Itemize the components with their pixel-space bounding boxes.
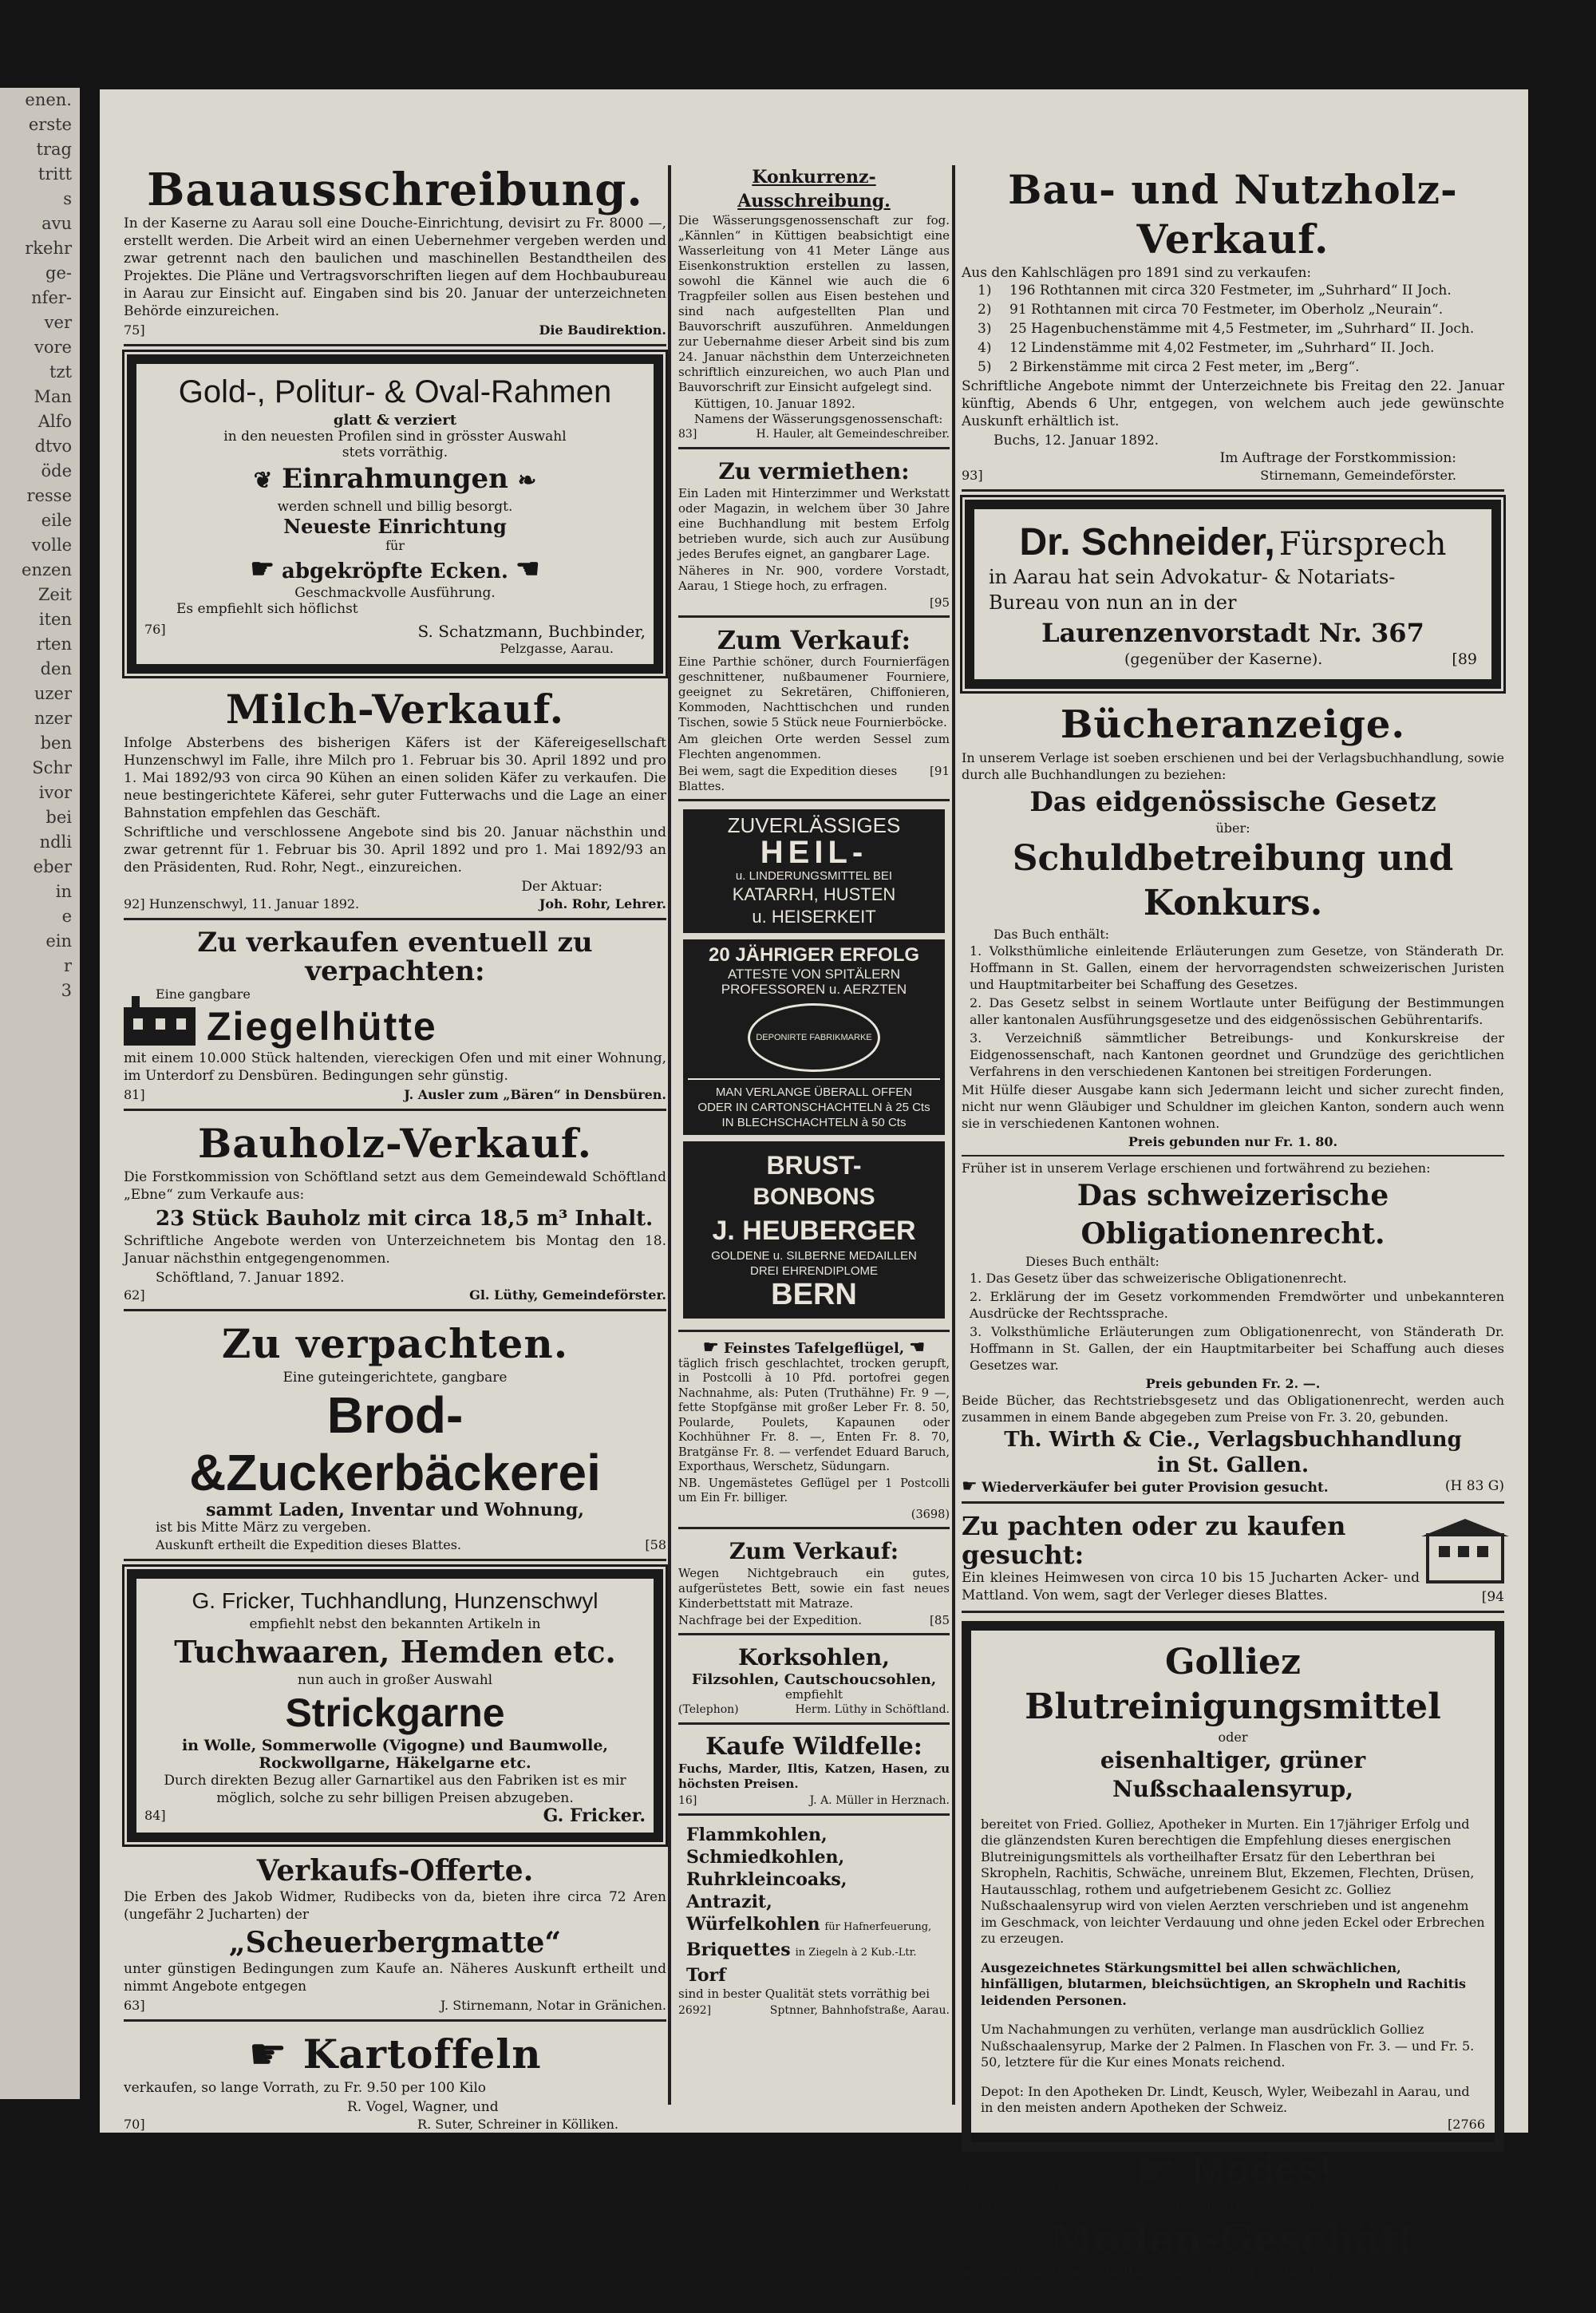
margin-fragment: tzt — [49, 362, 72, 382]
ad-body: Schriftliche Angebote werden von Unterzeichnetem bis Montag den 18. Januar nächsthin entgegengenommen. — [124, 1233, 666, 1267]
list-item-label: 2 Birkenstämme mit circa 2 Fest meter, im „Berg“. — [1009, 359, 1360, 375]
list-item-label: Würfelkohlen — [686, 1914, 820, 1935]
ad-body: Ein Laden mit Hinterzimmer und Werkstatt oder Magazin, in welchem über 30 Jahre eine Buchhandlung mit bestem Erfolg betrieben wurde, sich auch zur Ausübung jedes Berufes eignet, an gangbarer Lage. — [678, 486, 950, 561]
margin-fragment: Alfo — [38, 412, 72, 431]
margin-fragment: enzen — [22, 560, 72, 579]
ad-title: Bücheranzeige. — [1060, 702, 1406, 747]
heil-text: ZUVERLÄSSIGES — [727, 813, 901, 837]
ad-signature: Herm. Lüthy in Schöftland. — [795, 1703, 950, 1716]
margin-fragment: r — [63, 956, 72, 975]
ad-title: Zu vermiethen: — [718, 458, 910, 484]
ad-modes — [962, 2142, 1504, 2305]
ad-body: Schriftliche und verschlossene Angebote sind bis 20. Januar nächsthin und zwar getrennt für 1. Februar bis 30. April 1892 und pro 1. Mai 1892/93 an den Präsidenten, Rud. Rohr, Negt., einzureichen. — [124, 824, 666, 876]
ad-title: Korksohlen, — [738, 1644, 890, 1670]
ad-number: [56 — [1483, 2283, 1504, 2299]
ad-buecheranzeige — [962, 700, 1504, 1504]
ad-text: Gefl. frankirte Offerten befördert die Expedition dieses Blattes. — [962, 2283, 1373, 2299]
ad-body: In der Kaserne zu Aarau soll eine Douche-Einrichtung, devisirt zu Fr. 8000 —, erstellt werden. Die Arbeit wird an einen Uebernehmer vergeben werden und zwar getrennt nach den baulichen und maschinellen Bestandtheilen des Projektes. Die Pläne und Vertragsvorschriften liegen auf dem Hochbaubureau in Aarau zur Einsicht auf. Eingaben sind bis 20. Januar der unterzeichneten Behörde einzureichen. — [124, 215, 666, 319]
list-item — [686, 1913, 950, 1939]
ad-title: Zum Verkauf: — [717, 625, 911, 655]
book-contents-list — [962, 943, 1504, 1080]
margin-fragment: enen. — [25, 90, 72, 109]
list-item-number: 2) — [978, 302, 992, 318]
ad-baeckerei — [124, 1319, 666, 1561]
list-item-label: Schmiedkohlen, — [686, 1847, 845, 1868]
ad-subtitle: sammt Laden, Inventar und Wohnung, — [206, 1500, 584, 1520]
ad-number: (3698) — [911, 1508, 950, 1521]
heil-text: u. HEISERKEIT — [752, 907, 876, 927]
pointing-hand-icon: ☚ — [909, 1337, 926, 1358]
margin-fragment: uzer — [34, 684, 72, 703]
book-title: Das schweizerische Obligationenrecht. — [1077, 1179, 1389, 1251]
pointing-hand-icon: ☛ — [702, 1337, 719, 1358]
margin-fragment: ben — [40, 733, 72, 753]
list-item: 3. Verzeichniß sämmtlicher Betreibungs- und Konkurskreise der Eidgenossenschaft, nach Kantonen geordnet und Grundzüge des gerichtlichen Verfahrens in den verschiedenen Kantonen bei streitigen Forderungen. — [970, 1030, 1504, 1079]
ad-rahmen — [127, 354, 663, 674]
list-item-label: Briquettes — [686, 1939, 791, 1960]
ad-tafelgefluegel — [678, 1337, 950, 1529]
ad-text: für — [385, 538, 405, 553]
ad-number: 2692] — [678, 2004, 712, 2017]
ad-signature: Joh. Rohr, Lehrer. — [539, 896, 666, 911]
ad-title: Bau- und Nutzholz-Verkauf. — [1008, 166, 1458, 263]
ad-body: In unserem Verlage ist soeben erschienen und bei der Verlagsbuchhandlung, sowie durch alle Buchhandlungen zu beziehen: — [962, 750, 1504, 782]
ad-kohlen — [678, 1824, 950, 2023]
ad-body: Die Wässerungsgenossenschaft zur fog. „Kännlen“ in Küttigen beabsichtigt eine Wasserleitung von 41 Meter Länge aus Eisenkonstruktion erstellen zu lassen, sowohl die Kännel wie auch die 6 Tragpfeiler sollen aus Eisen bestehen und sind nach aufgestellten Plan und Bauvorschrift auszuführen. Anmeldungen zur Uebernahme dieser Arbeit sind bis zum 24. Januar nächsthin dem Unterzeichneten schriftlich einzureichen, wo auch Plan und Bauvorschrift zur Einsicht aufgelegt sind. — [678, 213, 950, 394]
heil-text: MAN VERLANGE ÜBERALL OFFEN — [715, 1085, 913, 1099]
ad-body: In einer Hauptstadt der deutschen Schweiz ist ein seit 12 Jahren mit bester Kundsame und ausgezeichnet gutem Erfolg betriebenes — [962, 2180, 1504, 2213]
ad-body: Infolge Absterbens des bisherigen Käfers ist der Käfereigesellschaft Hunzenschwyl im Falle, ihre Milch pro 1. Februar bis 30. April 1892 und pro 1. Mai 1892/93 von circa 90 Kühen an einen soliden Käfer zu verkaufen. Die neue bestingerichtete Käferei, sehr guter Futterwachs und die Lage an einer Bahnstation empfehlen das Geschäft. — [124, 735, 666, 821]
margin-fragment: trag — [36, 140, 72, 159]
list-item — [686, 1846, 950, 1868]
ad-body: Näheres in Nr. 900, vordere Vorstadt, Aarau, 1 Stiege hoch, zu erfragen. — [678, 563, 950, 593]
ad-text: Wiederverkäufer bei guter Provision gesucht. — [982, 1480, 1329, 1496]
ad-headline: abgekröpfte Ecken. — [282, 559, 508, 583]
previous-page-margin — [0, 88, 80, 2099]
list-item — [686, 1939, 950, 1964]
list-item — [686, 1891, 950, 1913]
ad-text: Depot: In den Apotheken Dr. Lindt, Keusch, Wyler, Weibezahl in Aarau, und in den meisten andern Apotheken der Schweiz. — [981, 2083, 1470, 2115]
ad-body: wegen Familienverhältnissen sofort zu verkaufen. — [962, 2264, 1341, 2280]
ad-text: Der Aktuar: — [521, 879, 602, 895]
ad-title: Zu pachten oder zu kaufen gesucht: — [962, 1511, 1346, 1570]
ad-signature: Th. Wirth & Cie., Verlagsbuchhandlung — [1004, 1428, 1462, 1452]
ad-vermiethen — [678, 457, 950, 618]
margin-fragment: Zeit — [38, 585, 72, 604]
heil-text: J. HEUBERGER — [712, 1216, 916, 1246]
heil-text: ODER IN CARTONSCHACHTELN à 25 Cts — [697, 1101, 930, 1114]
ad-bauholz — [124, 1119, 666, 1311]
ad-headline: Laurenzenvorstadt Nr. 367 — [1041, 618, 1424, 648]
heil-text: GOLDENE u. SILBERNE MEDAILLEN — [711, 1249, 917, 1263]
ad-text: Namens der Wässerungsgenossenschaft: — [694, 412, 943, 426]
ad-body: Ein kleines Heimwesen von circa 10 bis 15 Jucharten Acker- und Mattland. Von wem, sagt der Verleger dieses Blattes. — [962, 1570, 1420, 1603]
ad-title: Kaufe Wildfelle: — [705, 1733, 922, 1761]
ornament-icon: ❦ — [253, 467, 273, 493]
ad-text: Geschmackvolle Ausführung. — [294, 585, 496, 601]
ad-title: Zu verkaufen eventuell zu verpachten: — [197, 927, 593, 987]
ad-signature: Die Baudirektion. — [539, 322, 666, 338]
pointing-hand-icon: ☚ — [516, 553, 540, 585]
ad-heimwesen — [962, 1512, 1504, 1613]
ad-signature: J. A. Müller in Herznach. — [809, 1794, 950, 1807]
ad-body: Mit Hülfe dieser Ausgabe kann sich Jedermann leicht und sicher zurecht finden, nicht nur wenn Gläubiger und Schuldner im gleichen Kanton, sondern auch wenn sie in verschiedenen Kantonen wohnen. — [962, 1082, 1504, 1131]
ad-schneider — [965, 500, 1501, 689]
ad-text: Im Auftrage der Forstkommission: — [1219, 450, 1456, 466]
book-title: Schuldbetreibung und Konkurs. — [1012, 838, 1454, 923]
ad-text: Durch direkten Bezug aller Garnartikel aus den Fabriken ist es mir möglich, solche zu sehr billigen Preisen abzugeben. — [164, 1773, 626, 1806]
ad-text: Nachfrage bei der Expedition. — [678, 1613, 863, 1627]
ad-number: [94 — [1481, 1589, 1504, 1605]
margin-fragment: Man — [34, 387, 72, 406]
ad-number: [89 — [1452, 650, 1477, 668]
newspaper-page — [100, 89, 1528, 2299]
ad-place: Buchs, 12. Januar 1892. — [994, 433, 1159, 449]
ad-body: Die Erben des Jakob Widmer, Rudibecks von da, bieten ihre circa 72 Aren (ungefähr 2 Jucharten) der — [124, 1889, 666, 1923]
ad-number: 84] — [144, 1808, 166, 1823]
list-item-label: Flammkohlen, — [686, 1825, 828, 1845]
ad-title: Zum Verkauf: — [729, 1538, 899, 1564]
ad-text: Eine guteingerichtete, gangbare — [282, 1370, 508, 1386]
ad-body: Eine Parthie schöner, durch Fournierfägen geschnittener, nußbaumener Fourniere, geeignet zu Sekretären, Chiffonieren, Kommoden, Nachttischchen und runden Tischen, sowie 5 Stück neue Fournierböcke. — [678, 654, 950, 729]
ad-subtitle: glatt & verziert — [333, 412, 457, 429]
ad-headline: Tuchwaaren, Hemden etc. — [174, 1634, 616, 1670]
ad-fricker — [127, 1569, 663, 1842]
ad-signature: in St. Gallen. — [1156, 1453, 1310, 1477]
list-item-note: in Ziegeln à 2 Kub.-Ltr. — [795, 1947, 917, 1959]
list-item — [686, 1824, 950, 1846]
ad-body: NB. Ungemästetes Geflügel per 1 Postcolli um Ein Fr. billiger. — [678, 1477, 950, 1504]
list-item: 2. Das Gesetz selbst in seinem Wortlaute unter Beifügung der Bestimmungen aller kantonalen Ausführungsgesetze und des eidgenössischen Gebührentarifs. — [970, 995, 1504, 1027]
ad-title: Kartoffeln — [302, 2030, 542, 2078]
list-item-number: 1) — [978, 283, 992, 299]
ad-text: Bei wem, sagt die Expedition dieses Blattes. — [678, 764, 898, 793]
list-item: 1. Das Gesetz über das schweizerische Obligationenrecht. — [970, 1271, 1347, 1286]
list-item-number: 4) — [978, 340, 992, 356]
margin-fragment: s — [63, 189, 72, 208]
ad-number: 63] — [124, 1998, 145, 2013]
ad-title: Verkaufs-Offerte. — [256, 1854, 534, 1888]
ad-wildfelle — [678, 1733, 950, 1816]
ad-signature: G. Fricker. — [543, 1805, 646, 1826]
ad-text: Neueste Einrichtung — [283, 515, 507, 538]
ad-title: Fürsprech — [1278, 526, 1447, 563]
list-item — [978, 358, 1504, 376]
ad-title: Modes! — [1192, 2148, 1333, 2192]
margin-fragment: nzer — [34, 709, 72, 728]
list-item-label: 91 Rothtannen mit circa 70 Festmeter, im Oberholz „Neurain“. — [1009, 302, 1444, 318]
list-item: 1. Volksthümliche einleitende Erläuterungen zum Gesetze, von Ständerath Dr. Hoffmann in St. Gallen, einem der hervorragendsten schweizerischen Juristen und Hauptmitarbeiter bei Schaffung des Gesetzes. — [970, 943, 1504, 992]
list-item — [978, 320, 1504, 338]
ad-number: 81] — [124, 1087, 145, 1102]
column-left — [124, 165, 666, 2146]
list-item — [686, 1964, 950, 1987]
margin-fragment: iten — [38, 610, 72, 629]
book-contents-list — [962, 1270, 1504, 1374]
ad-signature: J. Stirnemann, Notar in Gränichen. — [440, 1998, 666, 2013]
ad-body: bereitet von Fried. Golliez, Apotheker in Murten. Ein 17jähriger Erfolg und die glänzendsten Kuren berechtigen die Empfehlung dieses energischen Blutreinigungsmittels als vortheilhafter Ersatz für den Leberthran bei Skropheln, Rachitis, Schwäche, unreinem Blut, Ekzemen, Flechten, Drüsen, Hautausschlag, rothem und aufgetriebenem Gesicht zc. Golliez Nußschaalensyrup wird von vielen Aerzten verschrieben und ist angenehm im Geschmack, von leichter Verdauung und ohne jeden Eckel oder Erbrechen zu erzeugen. — [981, 1816, 1485, 1946]
heil-text: BONBONS — [753, 1184, 875, 1210]
ad-kartoffeln — [124, 2030, 666, 2138]
ad-text: ist bis Mitte März zu vergeben. — [156, 1520, 372, 1536]
ad-korksohlen — [678, 1643, 950, 1725]
ad-text: oder — [1218, 1730, 1248, 1745]
margin-fragment: tritt — [38, 164, 72, 184]
ad-body: sind in bester Qualität stets vorräthig bei — [678, 1987, 930, 2001]
ad-title: Konkurrenz-Ausschreibung. — [737, 167, 891, 212]
ad-text: über: — [1215, 820, 1250, 836]
ad-text: Das Buch enthält: — [994, 927, 1110, 942]
ad-place: Küttigen, 10. Januar 1892. — [694, 397, 855, 411]
heil-text: BERN — [771, 1278, 857, 1311]
column-rule-1 — [668, 165, 671, 2105]
ad-number: 92] — [124, 896, 145, 911]
ad-verkauf-bett — [678, 1537, 950, 1635]
ad-text: Früher ist in unserem Verlage erschienen und fortwährend zu beziehen: — [962, 1155, 1504, 1176]
ad-number: [85 — [930, 1613, 950, 1627]
ad-headline: Brod-&Zuckerbäckerei — [189, 1386, 601, 1501]
ad-number: 83] — [678, 428, 697, 441]
margin-fragment: bei — [45, 808, 72, 827]
book-title: Das eidgenössische Gesetz — [1029, 786, 1436, 818]
list-item: 3. Volksthümliche Erläuterungen zum Obligationenrecht, von Ständerath Dr. Hoffmann in St. Gallen, der ein Hauptmitarbeiter bei Schaffung auch dieses Gesetzes war. — [970, 1324, 1504, 1373]
margin-fragment: ivor — [38, 783, 72, 802]
margin-fragment: Schr — [32, 758, 72, 777]
margin-fragment: resse — [26, 486, 72, 505]
heil-text: 20 JÄHRIGER ERFOLG — [708, 944, 920, 966]
ad-headline: Strickgarne — [285, 1690, 505, 1735]
ad-body: Am gleichen Orte werden Sessel zum Flechten angenommen. — [678, 732, 950, 761]
list-item-label: Torf — [686, 1965, 726, 1986]
margin-fragment: in — [55, 882, 72, 901]
ad-heuberger-bonbons — [678, 809, 950, 1332]
margin-fragment: ndli — [39, 832, 72, 852]
margin-fragment: rkehr — [25, 239, 72, 258]
ad-signature: Stirnemann, Gemeindeförster. — [1260, 468, 1456, 483]
list-item-label: Ruhrkleincoaks, — [686, 1869, 847, 1890]
heil-text: u. LINDERUNGSMITTEL BEI — [735, 869, 893, 883]
margin-fragment: öde — [41, 461, 72, 480]
kohlen-list — [678, 1824, 950, 1987]
ad-signature: S. Schatzmann, Buchbinder, — [417, 622, 646, 641]
ad-verkaufs-offerte — [124, 1853, 666, 2022]
ad-price: Preis gebunden Fr. 2. —. — [1145, 1376, 1321, 1391]
ad-text: stets vorräthig. — [342, 445, 448, 461]
ad-ziegelhuette — [124, 928, 666, 1111]
ad-body: Beide Bücher, das Rechtstriebsgesetz und das Obligationenrecht, werden auch zusammen in einem Bande abgegeben zum Preise von Fr. 3. 20, gebunden. — [962, 1393, 1504, 1425]
ad-signature: H. Hauler, alt Gemeindeschreiber. — [756, 428, 950, 441]
heil-text: DREI EHRENDIPLOME — [749, 1264, 879, 1278]
pointing-hand-icon: ☛ — [962, 1477, 978, 1497]
ad-signature: R. Suter, Schreiner in Kölliken. — [417, 2117, 618, 2132]
ad-text: in Wolle, Sommerwolle (Vigogne) und Baumwolle, Rockwollgarne, Häkelgarne etc. — [181, 1737, 609, 1772]
ad-bauausschreibung — [124, 165, 666, 346]
margin-fragment: nfer- — [31, 288, 72, 307]
ad-number: (H 83 G) — [1444, 1478, 1504, 1494]
ad-number: 70] — [124, 2117, 145, 2132]
ad-body: Fuchs, Marder, Iltis, Katzen, Hasen, zu höchsten Preisen. — [678, 1761, 950, 1791]
heil-text: HEIL- — [760, 835, 868, 870]
ad-number: [2766 — [1448, 2116, 1485, 2132]
ad-text: Es empfiehlt sich höflichst — [176, 601, 358, 617]
margin-fragment: ein — [45, 931, 72, 951]
ad-signature: J. Ausler zum „Bären“ in Densbüren. — [404, 1087, 666, 1102]
ad-milch — [124, 685, 666, 920]
bonbons-box — [683, 1141, 945, 1319]
margin-fragment: den — [40, 659, 72, 678]
ad-text: nun auch in großer Auswahl — [297, 1672, 493, 1688]
factory-icon — [124, 1007, 196, 1046]
heil-box — [683, 809, 945, 933]
ad-address: Pelzgasse, Aarau. — [500, 641, 614, 656]
erfolg-box — [683, 939, 945, 1135]
ad-signature: R. Vogel, Wagner, und — [347, 2099, 499, 2115]
ad-title: G. Fricker, Tuchhandlung, Hunzenschwyl — [192, 1588, 598, 1613]
house-icon — [1426, 1533, 1504, 1584]
list-item-label: 12 Lindenstämme mit 4,02 Festmeter, im „Suhrhard“ II. Joch. — [1009, 340, 1435, 356]
ad-headline: Moden-Geschäft — [1049, 2216, 1416, 2263]
ad-title: Zu verpachten. — [221, 1320, 569, 1367]
margin-fragment: avu — [41, 214, 72, 233]
list-item-note: für Hafnerfeuerung, — [824, 1921, 932, 1933]
ad-title: Feinstes Tafelgeflügel, — [723, 1340, 905, 1357]
ad-number: [58 — [645, 1537, 666, 1552]
pointing-hand-icon: ☛ — [250, 553, 275, 585]
ad-body: Die Forstkommission von Schöftland setzt aus dem Gemeindewald Schöftland „Ebne“ zum Verkaufe aus: — [124, 1169, 666, 1203]
ad-body: täglich frisch geschlachtet, trocken gerupft, in Postcolli à 10 Pfd. portofrei gegen Nachnahme, als: Puten (Truthähne) Fr. 9 —, fette Stopfgänse mit großer Leber Fr. 8. 50, Poularde, Poulets, Kapaunen oder Kochhühner Fr. 8. —, Enten Fr. 8. 70, Bratgänse Fr. 8. — verfendet Eduard Baruch, Exporthaus, Werschetz, Südungarn. — [678, 1357, 950, 1473]
ad-subtitle: Filzsohlen, Cautschoucsohlen, — [691, 1671, 937, 1688]
ad-headline: Ziegelhütte — [207, 1004, 437, 1049]
ad-body: unter günstigen Bedingungen zum Kaufe an. Näheres Auskunft ertheilt und nimmt Angebote entgegen — [124, 1961, 666, 1995]
ad-price: Preis gebunden nur Fr. 1. 80. — [1128, 1134, 1338, 1149]
margin-fragment: ver — [44, 313, 72, 332]
margin-fragment: rten — [36, 635, 72, 654]
list-item — [978, 339, 1504, 357]
ad-text: Bureau von nun an in der — [989, 591, 1237, 614]
margin-fragment: eber — [33, 857, 72, 876]
ad-number: [95 — [930, 595, 950, 610]
ad-text: Dieses Buch enthält: — [1025, 1254, 1159, 1269]
ad-title: Milch-Verkauf. — [225, 686, 565, 733]
ad-title: Bauausschreibung. — [147, 164, 643, 216]
ad-body: verkaufen, so lange Vorrath, zu Fr. 9.50 per 100 Kilo — [124, 2080, 487, 2096]
list-item-number: 3) — [978, 321, 992, 337]
ad-golliez — [962, 1621, 1504, 2152]
heil-text: ATTESTE VON SPITÄLERN — [727, 967, 900, 982]
heil-text: BRUST- — [766, 1151, 862, 1180]
margin-fragment: 3 — [61, 981, 72, 1000]
ad-number: 62] — [124, 1287, 145, 1303]
trademark-bear-icon — [748, 1003, 880, 1072]
ad-number: 75] — [124, 322, 145, 338]
ornament-icon: ❧ — [517, 467, 537, 493]
list-item-number: 5) — [978, 359, 992, 375]
ad-number: 93] — [962, 468, 983, 483]
margin-fragment: vore — [34, 338, 72, 357]
ad-title: Golliez Blutreinigungsmittel — [1025, 1642, 1441, 1727]
column-middle — [678, 165, 950, 2031]
ad-verkauf-fourniere — [678, 626, 950, 801]
list-item-label: 25 Hagenbuchenstämme mit 4,5 Festmeter, im „Suhrhard“ II. Joch. — [1009, 321, 1475, 337]
ad-body: Schriftliche Angebote nimmt der Unterzeichnete bis Freitag den 22. Januar künftig, Abends 6 Uhr, entgegen, von welchem auch jede gewünschte Auskunft erhältlich ist. — [962, 378, 1504, 429]
margin-fragment: ge- — [45, 263, 72, 283]
ad-signature: Gl. Lüthy, Gemeindeförster. — [469, 1287, 666, 1303]
ad-body: Wegen Nichtgebrauch ein gutes, aufgerüstetes Bett, sowie ein fast neues Kinderbettstatt mit Matraze. — [678, 1566, 950, 1611]
pointing-hand-icon: ☛ — [1133, 2142, 1177, 2198]
ad-headline: Dr. Schneider, — [1019, 521, 1275, 563]
margin-fragment: eile — [41, 511, 72, 530]
column-rule-2 — [952, 165, 955, 2105]
margin-fragment: erste — [28, 115, 72, 134]
ad-body: Um Nachahmungen zu verhüten, verlange man ausdrücklich Golliez Nußschaalensyrup, Marke der 2 Palmen. In Flaschen von Fr. 3. — und Fr. 5. 50, letztere für die Kur eines Monats reichend. — [981, 2022, 1475, 2070]
ad-text: (Telephon) — [678, 1703, 739, 1716]
ad-text: empfiehlt nebst den bekannten Artikeln in — [249, 1616, 541, 1632]
list-item — [978, 282, 1504, 299]
heil-text: PROFESSOREN u. AERZTEN — [721, 982, 907, 997]
ad-signature: Sptnner, Bahnhofstraße, Aarau. — [769, 2004, 950, 2017]
ad-konkurrenz — [678, 165, 950, 449]
ad-number: 16] — [678, 1794, 697, 1807]
ad-text: (gegenüber der Kaserne). — [1124, 650, 1323, 668]
heil-text: DEPONIRTE FABRIKMARKE — [756, 1033, 872, 1042]
ad-text: in Aarau hat sein Advokatur- & Notariats- — [989, 566, 1396, 588]
ad-subtitle: eisenhaltiger, grüner Nußschaalensyrup, — [1100, 1746, 1366, 1802]
pointing-hand-icon: ☛ — [248, 2029, 287, 2079]
list-item — [978, 301, 1504, 318]
ad-text: Aus den Kahlschlägen pro 1891 sind zu verkaufen: — [962, 265, 1312, 281]
ad-nutzholz — [962, 165, 1504, 492]
ad-text: werden schnell und billig besorgt. — [277, 499, 513, 515]
ad-place: Schöftland, 7. Januar 1892. — [156, 1270, 345, 1286]
ad-body: mit einem 10.000 Stück haltenden, viereckigen Ofen und mit einer Wohnung, im Unterdorf zu Densbüren. Bedingungen sehr günstig. — [124, 1050, 666, 1084]
column-right — [962, 165, 1504, 2313]
ad-headline: 23 Stück Bauholz mit circa 18,5 m³ Inhalt. — [156, 1207, 654, 1231]
margin-fragment: volle — [31, 536, 72, 555]
ad-headline: „Scheuerbergmatte“ — [228, 1926, 562, 1959]
ad-text: Auskunft ertheilt die Expedition dieses Blattes. — [156, 1537, 461, 1552]
list-item — [686, 1868, 950, 1891]
ad-text: empfiehlt — [784, 1687, 843, 1702]
ad-place: Hunzenschwyl, 11. Januar 1892. — [148, 896, 360, 911]
margin-fragment: e — [61, 907, 72, 926]
ad-title: Gold-, Politur- & Oval-Rahmen — [178, 374, 612, 409]
list-item: 2. Erklärung der im Gesetz vorkommenden Fremdwörter und unbekannteren Ausdrücke der Rechtssprache. — [970, 1289, 1504, 1321]
ad-title: Bauholz-Verkauf. — [197, 1120, 593, 1167]
ad-body: Ausgezeichnetes Stärkungsmittel bei allen schwächlichen, hinfälligen, blutarmen, bleichsüchtigen, an Skropheln und Rachitis leidenden Personen. — [981, 1959, 1467, 2008]
list-item-label: 196 Rothtannen mit circa 320 Festmeter, im „Suhrhard“ II Joch. — [1009, 283, 1452, 299]
nutzholz-list — [962, 282, 1504, 376]
heil-text: KATARRH, HUSTEN — [732, 884, 896, 904]
ad-number: 76] — [144, 622, 166, 637]
ad-text: in den neuesten Profilen sind in grösster Auswahl — [223, 429, 567, 445]
ad-number: [91 — [930, 764, 950, 778]
list-item-label: Antrazit, — [686, 1892, 772, 1912]
ad-text: Eine gangbare — [156, 986, 251, 1002]
heil-text: IN BLECHSCHACHTELN à 50 Cts — [721, 1116, 907, 1129]
ad-headline: Einrahmungen — [282, 463, 508, 495]
margin-fragment: dtvo — [34, 437, 72, 456]
